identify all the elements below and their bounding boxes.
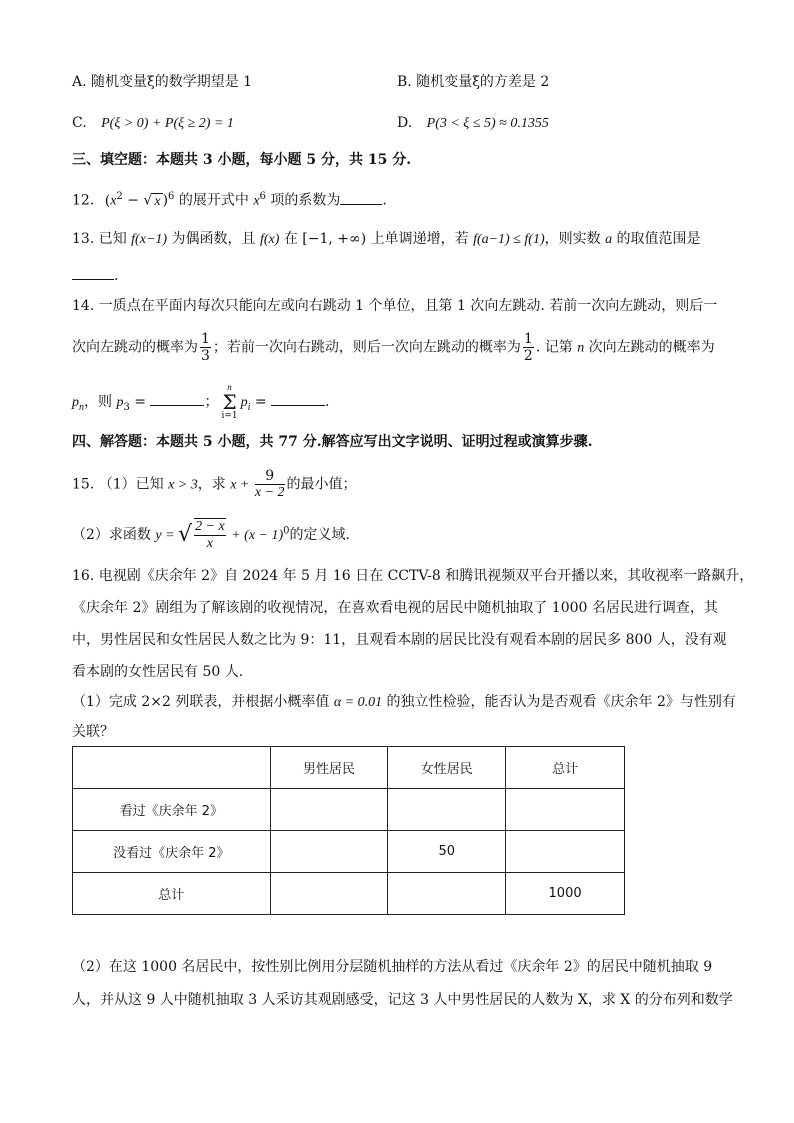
q15-rad-num: 2 − x (195, 519, 225, 534)
option-c (72, 113, 234, 134)
q14-frac1-num: 1 (201, 331, 210, 347)
q14-line2c: . 记第 (535, 339, 578, 356)
table-row (73, 831, 625, 873)
question-12: 12. ($x^2$ − √ x )$^6$ 的展开式中 $x^6$ 项的系数为 . (72, 191, 387, 209)
q13-f2: f(x) (259, 232, 280, 247)
q14-frac2-den: 2 (523, 348, 533, 364)
q15-y: y = (155, 528, 179, 543)
q14-fraction-2 (523, 331, 534, 364)
table-row (73, 873, 625, 915)
q15-zero: 0 (283, 525, 290, 537)
q14-sum-bottom: i=1 (221, 411, 238, 421)
q14-answer-blank-2[interactable] (271, 405, 325, 406)
q13-prefix: 13. 已知 (72, 231, 132, 247)
q15-radical-fraction (194, 518, 226, 552)
q15-p2-prefix: （2）求函数 (72, 527, 156, 543)
q14-pn: p (72, 395, 79, 410)
section-4-heading: 四、解答题：本题共 5 小题，共 77 分.解答应写出文字说明、证明过程或演算步骤. (72, 434, 593, 450)
q16-p1b: 的独立性检验，能否认为是否观看《庆余年 2》与性别有 (382, 694, 736, 710)
table-cell: 看过《庆余年 2》 (73, 789, 271, 831)
q14-eq-2: = (250, 394, 272, 410)
q14-text3: ，则 (84, 394, 117, 410)
q13-end: . (114, 268, 119, 284)
q12-outer-exp: 6 (168, 191, 175, 202)
q15-rad-den: x (206, 536, 213, 551)
q15-expr: x + (230, 477, 253, 493)
option-d (397, 113, 549, 134)
table-cell: 1000 (506, 873, 625, 915)
q14-frac2-num: 1 (523, 331, 533, 347)
question-13 (72, 229, 701, 250)
table-cell (388, 789, 506, 831)
q16-p1a: （1）完成 2×2 列联表，并根据小概率值 (72, 694, 334, 710)
q12-term-base: x (253, 193, 260, 209)
table-cell (270, 831, 388, 873)
table-header-cell: 总计 (506, 747, 625, 789)
question-14-line-3: $p_n$，则 $p_3$ = ； n Σ i=1 $p_i$ = . (72, 382, 330, 421)
q12-exp2: 2 (116, 191, 123, 202)
q15-frac-den: x − 2 (254, 485, 285, 500)
table-cell: 50 (388, 831, 506, 873)
q13-text3: 上单调递增，若 (366, 231, 474, 247)
q15-plus: + (x − 1) (227, 528, 284, 543)
q14-p3: p (116, 395, 124, 410)
q14-pi: p (240, 395, 248, 410)
question-16-part-1 (72, 692, 736, 713)
option-d-label: D. (397, 115, 413, 131)
q12-answer-blank[interactable] (340, 204, 382, 205)
q13-interval: [−1, +∞) (302, 231, 367, 247)
question-16-part-1-end: 关联？ (72, 724, 114, 740)
q13-ineq: f(a−1) ≤ f(1) (473, 232, 545, 247)
q12-end: . (382, 192, 387, 209)
q13-text4: ，则实数 (544, 231, 606, 247)
table-header-cell: 女性居民 (388, 747, 506, 789)
table-header-cell (73, 747, 271, 789)
q14-fraction-1 (200, 331, 211, 364)
question-16-part-2-line-1: （2）在这 1000 名居民中，按性别比例用分层随机抽样的方法从看过《庆余年 2》的居民中随机抽取 9 (72, 959, 713, 975)
question-13-blank-line (72, 266, 118, 286)
table-cell: 没看过《庆余年 2》 (73, 831, 271, 873)
q14-line2a: 次向左跳动的概率为 (72, 339, 198, 356)
table-cell (270, 789, 388, 831)
table-cell (506, 831, 625, 873)
question-14-line-2 (72, 331, 715, 364)
q15-fraction (255, 468, 285, 501)
q14-end: . (325, 394, 330, 410)
table-row (73, 789, 625, 831)
table-header-row (73, 747, 625, 789)
q14-frac1-den: 3 (201, 348, 210, 364)
contingency-table (72, 746, 625, 915)
q14-sum-top: n (227, 382, 232, 392)
q13-var: a (605, 232, 613, 247)
table-header-cell: 男性居民 (270, 747, 388, 789)
q16-alpha: α = 0.01 (333, 695, 383, 710)
question-16-line-3: 中，男性居民和女性居民人数之比为 9：11，且观看本剧的居民比没有观看本剧的居民多 800 人，没有观 (72, 632, 727, 648)
option-a: A. 随机变量ξ的数学期望是 1 (72, 74, 253, 90)
question-15-part-1 (72, 468, 357, 501)
option-c-label: C. (72, 115, 87, 131)
option-c-expr: P(ξ > 0) + P(ξ ≥ 2) = 1 (101, 116, 234, 131)
question-16-line-1: 16. 电视剧《庆余年 2》自 2024 年 5 月 16 日在 CCTV-8 和腾讯视频双平台开播以来，其收视率一路飙升， (72, 568, 754, 584)
q14-sum-operator: n Σ i=1 (221, 382, 238, 421)
q12-text2: 项的系数为 (265, 192, 341, 209)
q13-answer-blank[interactable] (72, 279, 114, 280)
question-15-part-2: （2）求函数 y = √ $\frac{2 - x}{x}$ + $(x - 1)^0$的定义域. (72, 519, 350, 551)
q13-f1: f(x−1) (131, 232, 168, 247)
q15-p1-end: 的最小值； (286, 476, 357, 493)
q14-n: n (577, 340, 585, 356)
q12-term-exp: 6 (259, 191, 266, 202)
q12-minus: − (122, 192, 144, 209)
table-cell (270, 873, 388, 915)
q12-base: x (110, 193, 117, 209)
q15-p2-end: 的定义域. (289, 527, 350, 543)
q12-text1: 的展开式中 (178, 192, 254, 209)
question-14-line-1: 14. 一质点在平面内每次只能向左或向右跳动 1 个单位，且第 1 次向左跳动. 若前一次向左跳动，则后一 (72, 298, 718, 314)
q14-pi-sub: i (247, 401, 251, 413)
q14-line2d: 次向左跳动的概率为 (584, 339, 715, 356)
q15-cond: x > 3 (168, 477, 198, 493)
q13-text1: 为偶函数，且 (167, 231, 260, 247)
q12-number: 12. (72, 192, 95, 209)
q14-p3-sub: 3 (123, 401, 130, 413)
q14-answer-blank-1[interactable] (150, 405, 204, 406)
option-b: B. 随机变量ξ的方差是 2 (397, 74, 550, 90)
option-d-expr: P(3 < ξ ≤ 5) ≈ 0.1355 (426, 116, 549, 131)
q14-pn-sub: n (79, 401, 84, 413)
table-cell (388, 873, 506, 915)
q15-p1-mid: ，求 (197, 476, 231, 493)
question-16-line-4: 看本剧的女性居民有 50 人. (72, 664, 244, 680)
table-cell: 总计 (73, 873, 271, 915)
table-cell (506, 789, 625, 831)
question-16-part-2-line-2: 人，并从这 9 人中随机抽取 3 人采访其观剧感受，记这 3 人中男性居民的人数为 X，求 X 的分布列和数学 (72, 992, 733, 1008)
q14-eq-1: = (129, 394, 151, 410)
q13-text2: 在 (279, 231, 303, 247)
q13-text5: 的取值范围是 (612, 231, 701, 247)
q12-radicand: x (154, 193, 161, 209)
question-16-line-2: 《庆余年 2》剧组为了解该剧的收视情况，在喜欢看电视的居民中随机抽取了 1000 名居民进行调查，其 (72, 600, 718, 616)
q15-p1-prefix: 15. （1）已知 (72, 476, 169, 493)
q14-line2b: ；若前一次向右跳动，则后一次向左跳动的概率为 (212, 339, 521, 356)
q15-frac-num: 9 (255, 468, 285, 485)
section-3-heading: 三、填空题：本题共 3 小题，每小题 5 分，共 15 分. (72, 152, 412, 168)
